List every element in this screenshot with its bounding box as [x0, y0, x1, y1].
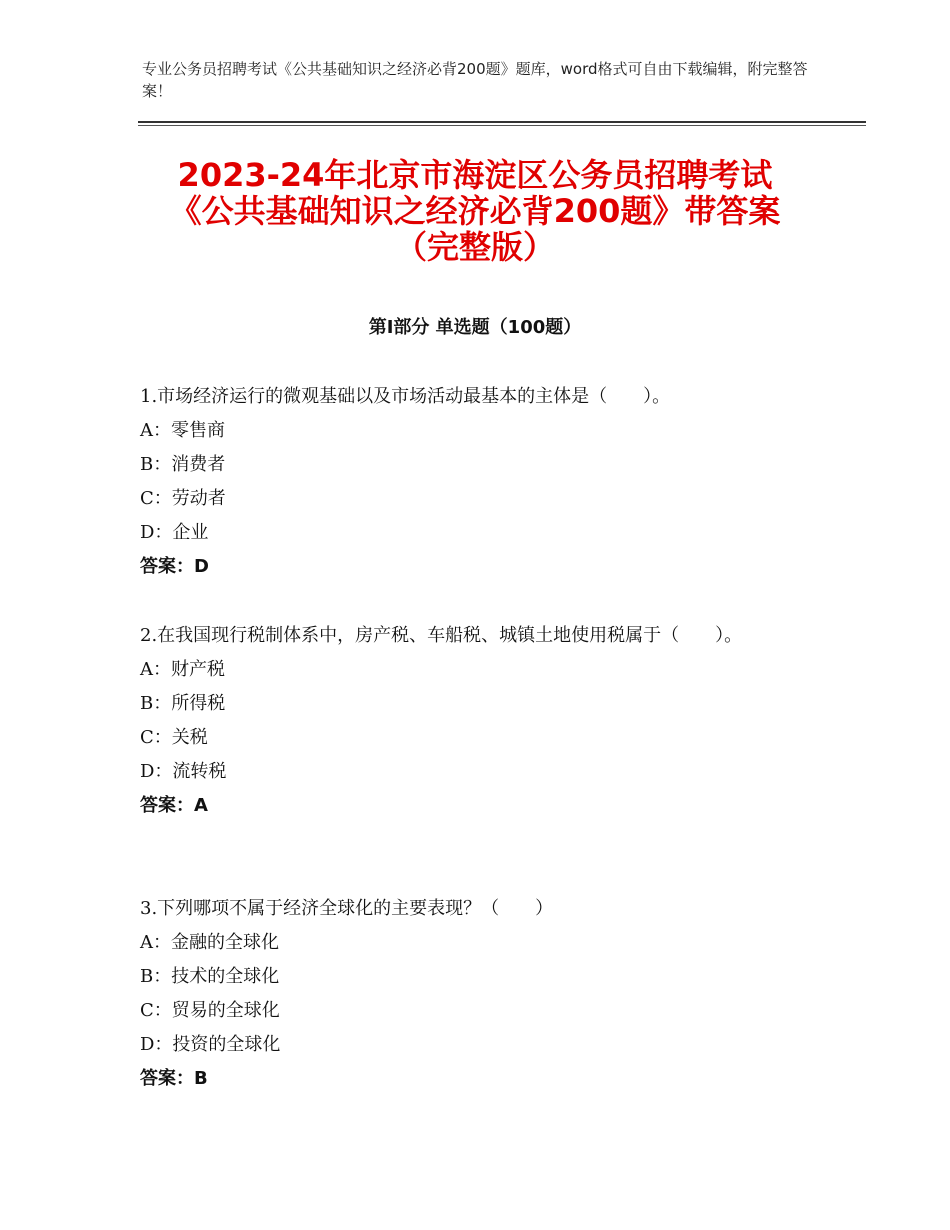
- question-2: [140, 619, 820, 823]
- question-stem: 1.市场经济运行的微观基础以及市场活动最基本的主体是（ ）。: [140, 386, 671, 407]
- answer: 答案：A: [140, 795, 208, 816]
- option-b: B：消费者: [140, 454, 226, 475]
- title-line-1: 2023-24年北京市海淀区公务员招聘考试: [177, 156, 773, 194]
- header-note: 专业公务员招聘考试《公共基础知识之经济必背200题》题库，word格式可自由下载编辑，附完整答案！: [142, 60, 808, 100]
- question-stem: 2.在我国现行税制体系中，房产税、车船税、城镇土地使用税属于（ ）。: [140, 625, 743, 646]
- option-a: A：财产税: [140, 659, 225, 680]
- answer: 答案：B: [140, 1068, 208, 1089]
- section-title: 第Ⅰ部分 单选题（100题）: [368, 317, 582, 338]
- option-b: B：所得税: [140, 693, 226, 714]
- question-1: [140, 380, 820, 584]
- answer: 答案：D: [140, 556, 209, 577]
- option-b: B：技术的全球化: [140, 966, 280, 987]
- option-d: D：投资的全球化: [140, 1034, 281, 1055]
- header-rule-thick: [138, 121, 866, 123]
- question-stem: 3.下列哪项不属于经济全球化的主要表现？（ ）: [140, 898, 554, 919]
- option-d: D：流转税: [140, 761, 227, 782]
- title-line-3: （完整版）: [394, 228, 555, 266]
- option-c: C：劳动者: [140, 488, 226, 509]
- document-title: [100, 157, 850, 265]
- option-a: A：零售商: [140, 420, 225, 441]
- option-c: C：关税: [140, 727, 208, 748]
- option-d: D：企业: [140, 522, 209, 543]
- option-a: A：金融的全球化: [140, 932, 279, 953]
- header-rule-thin: [138, 125, 866, 126]
- option-c: C：贸易的全球化: [140, 1000, 280, 1021]
- question-3: [140, 892, 820, 1096]
- title-line-2: 《公共基础知识之经济必背200题》带答案: [169, 192, 781, 230]
